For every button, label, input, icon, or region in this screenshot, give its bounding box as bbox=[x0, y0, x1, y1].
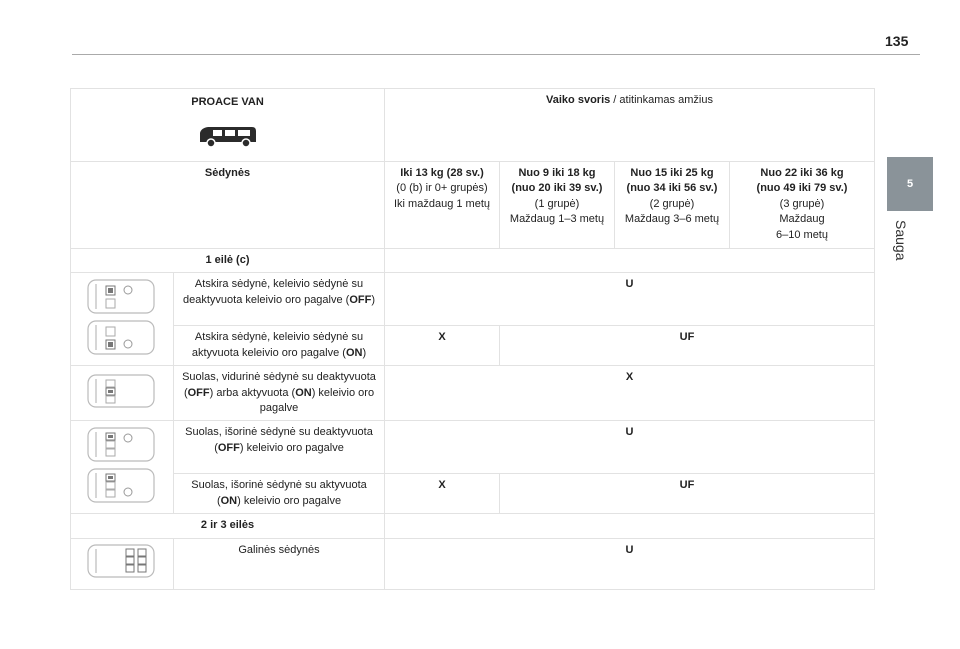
group-3-title-0: Nuo 22 iki 36 kg bbox=[760, 167, 844, 179]
weight-header-rest: / atitinkamas amžius bbox=[610, 94, 713, 106]
group-1-title-1: (nuo 20 iki 39 sv.) bbox=[511, 182, 603, 195]
group-1-sub-0: (1 grupė) bbox=[534, 197, 580, 210]
child-seat-table bbox=[70, 88, 875, 590]
desc-text-a: Atskira sėdynė, keleivio sėdynė su aktyvuota keleivio oro pagalve ( bbox=[191, 331, 364, 359]
airbag-off-label: OFF bbox=[187, 386, 210, 399]
suitability-value: X bbox=[385, 326, 500, 366]
rear-seats-diagram bbox=[84, 541, 160, 581]
desc-text-a: Suolas, išorinė sėdynė su deaktyvuota ( bbox=[185, 426, 373, 454]
seat-description bbox=[174, 474, 385, 514]
group-1-title-0: Nuo 9 iki 18 kg bbox=[518, 167, 596, 179]
seat-diagram-cell bbox=[71, 421, 174, 514]
desc-text-b: ) arba aktyvuota ( bbox=[209, 386, 296, 399]
airbag-off-label: OFF bbox=[349, 293, 372, 306]
group-3-sub-0: (3 grupė) bbox=[779, 197, 825, 210]
suitability-value: X bbox=[385, 366, 875, 421]
model-cell bbox=[71, 89, 385, 162]
table-row bbox=[71, 273, 875, 326]
desc-text-a: Suolas, išorinė sėdynė su aktyvuota ( bbox=[191, 479, 367, 507]
seat-diagram-cell bbox=[71, 538, 174, 589]
group-3-sub-1: Maždaug bbox=[779, 213, 825, 226]
desc-text-b: ) bbox=[362, 346, 367, 359]
suitability-value: U bbox=[385, 273, 875, 326]
group-0-sub-0: (0 (b) ir 0+ grupės) bbox=[396, 182, 488, 195]
row-section-header bbox=[71, 249, 875, 273]
table-row bbox=[71, 474, 875, 514]
desc-text-a: Suolas, vidurinė sėdynė su deaktyvuota ( bbox=[182, 371, 376, 399]
table-row bbox=[71, 538, 875, 589]
suitability-value: U bbox=[385, 538, 875, 589]
group-3-title-1: (nuo 49 iki 79 sv.) bbox=[756, 182, 848, 195]
header-divider bbox=[72, 54, 920, 55]
seat-diagram-cell bbox=[71, 366, 174, 421]
desc-text-a: Atskira sėdynė, keleivio sėdynė su deaktyvuota keleivio oro pagalve ( bbox=[183, 278, 364, 306]
group-0-title: Iki 13 kg (28 sv.) bbox=[400, 167, 484, 179]
van-icon bbox=[196, 122, 260, 150]
weight-header-cell bbox=[385, 89, 875, 162]
seat-description: Galinės sėdynės bbox=[174, 538, 385, 589]
airbag-on-label: ON bbox=[345, 346, 363, 359]
model-name: PROACE VAN bbox=[191, 96, 264, 108]
row2-header: 2 ir 3 eilės bbox=[71, 514, 385, 538]
table-row bbox=[71, 366, 875, 421]
seat-description bbox=[174, 366, 385, 421]
group-2-sub-0: (2 grupė) bbox=[649, 197, 695, 210]
bench-outer-seat-diagram bbox=[84, 425, 160, 505]
group-1-sub-1: Maždaug 1–3 metų bbox=[509, 213, 605, 226]
groups-row bbox=[71, 162, 875, 249]
airbag-on-label: ON bbox=[295, 386, 312, 399]
airbag-on-label: ON bbox=[220, 494, 238, 507]
seat-description bbox=[174, 421, 385, 474]
group-cell-3 bbox=[730, 162, 875, 249]
weight-header-bold: Vaiko svoris bbox=[546, 94, 611, 106]
seat-description bbox=[174, 326, 385, 366]
chapter-label: Sauga bbox=[893, 220, 909, 261]
front-passenger-seat-diagram bbox=[84, 277, 160, 357]
airbag-off-label: OFF bbox=[217, 441, 240, 454]
suitability-value: U bbox=[385, 421, 875, 474]
seat-description bbox=[174, 273, 385, 326]
suitability-value: UF bbox=[500, 326, 875, 366]
row1-header: 1 eilė (c) bbox=[71, 249, 385, 273]
group-cell-1 bbox=[500, 162, 615, 249]
desc-text-c: ) keleivio oro pagalve bbox=[259, 386, 375, 414]
bench-middle-seat-diagram bbox=[84, 371, 160, 411]
table-row bbox=[71, 326, 875, 366]
group-cell-2 bbox=[615, 162, 730, 249]
suitability-value: X bbox=[385, 474, 500, 514]
desc-text-b: ) keleivio oro pagalve bbox=[237, 494, 342, 507]
group-cell-0 bbox=[385, 162, 500, 249]
table-header-row bbox=[71, 89, 875, 162]
group-2-title-0: Nuo 15 iki 25 kg bbox=[630, 167, 714, 179]
group-2-sub-1: Maždaug 3–6 metų bbox=[624, 213, 720, 226]
seat-diagram-cell bbox=[71, 273, 174, 366]
group-2-title-1: (nuo 34 iki 56 sv.) bbox=[626, 182, 718, 195]
suitability-value: UF bbox=[500, 474, 875, 514]
row-section-header bbox=[71, 514, 875, 538]
desc-text-b: ) bbox=[371, 293, 375, 306]
group-3-sub-2: 6–10 metų bbox=[776, 228, 828, 241]
seats-label: Sėdynės bbox=[71, 162, 385, 249]
desc-text-b: ) keleivio oro pagalve bbox=[239, 441, 344, 454]
group-0-sub-1: Iki maždaug 1 metų bbox=[394, 197, 490, 210]
page-number: 135 bbox=[885, 33, 909, 49]
table-row bbox=[71, 421, 875, 474]
chapter-tab[interactable]: 5 bbox=[887, 157, 933, 211]
